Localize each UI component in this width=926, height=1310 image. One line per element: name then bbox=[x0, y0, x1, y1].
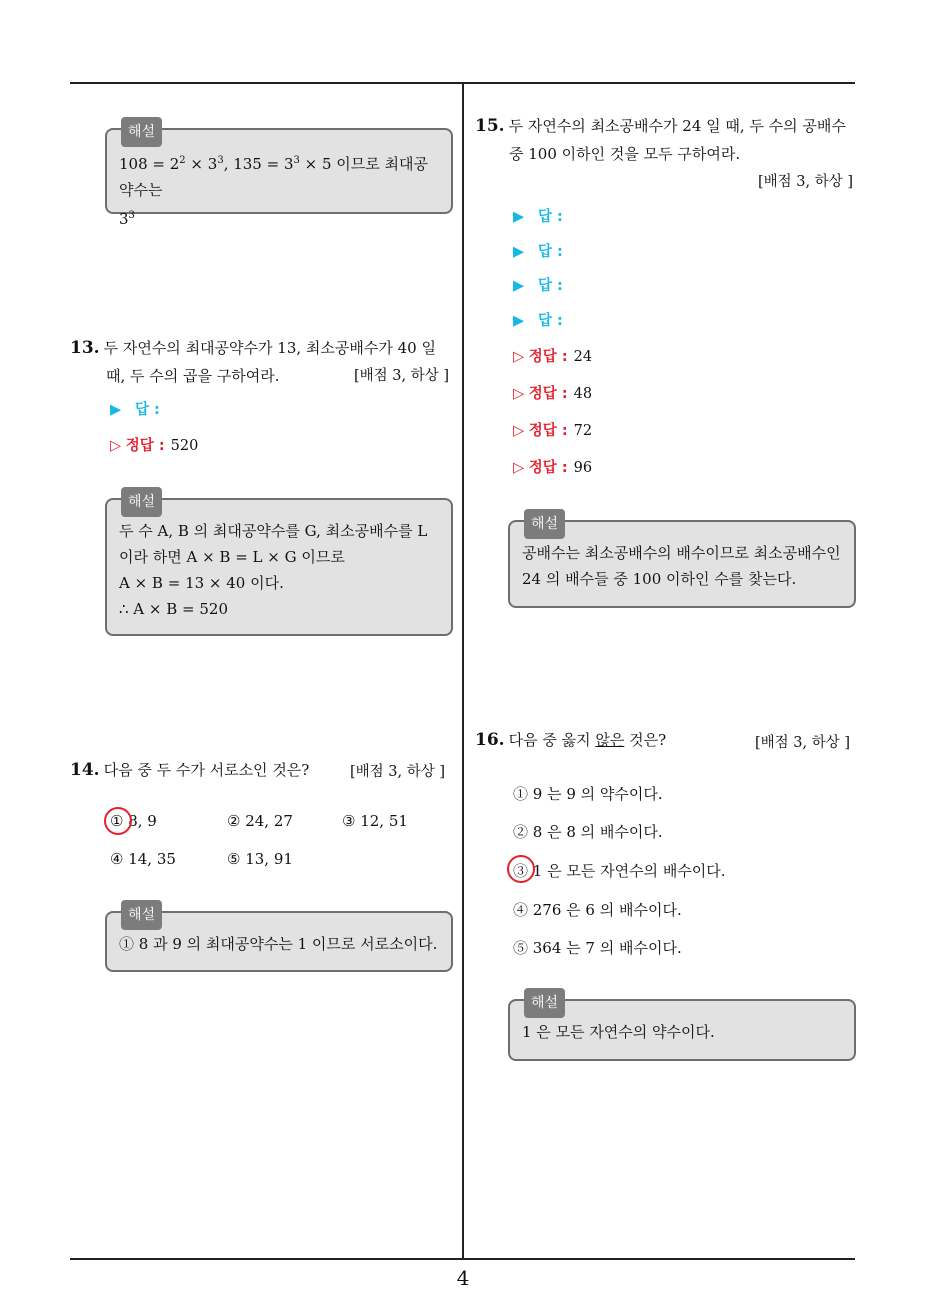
explanation-tag: 해설 bbox=[121, 487, 162, 517]
question-number: 16. bbox=[475, 730, 505, 750]
play-icon: ▶ bbox=[513, 244, 525, 260]
answer-label: 답 : bbox=[537, 278, 563, 294]
question-text: 다음 중 두 수가 서로소인 것은? bbox=[103, 761, 310, 779]
answer-label: 답 : bbox=[537, 313, 563, 329]
answer-line bbox=[513, 205, 563, 226]
question-text: 다음 중 옳지 bbox=[508, 731, 596, 749]
triangle-icon: ▷ bbox=[513, 423, 525, 439]
points-label: [배점 3, 하상 ] bbox=[350, 764, 446, 780]
question-text: 두 자연수의 최대공약수가 13, 최소공배수가 40 일 bbox=[103, 339, 436, 357]
explanation-line: 1 은 모든 자연수의 약수이다. bbox=[522, 1023, 715, 1041]
triangle-icon: ▷ bbox=[110, 438, 122, 454]
correct-answer-line bbox=[513, 345, 592, 366]
option-4[interactable]: ④ 276 은 6 의 배수이다. bbox=[513, 901, 682, 919]
points-label: [배점 3, 하상 ] bbox=[354, 368, 450, 384]
explanation-line: ∴ A × B = 520 bbox=[119, 600, 229, 618]
correct-value: 72 bbox=[573, 423, 593, 439]
play-icon: ▶ bbox=[513, 278, 525, 294]
option-2[interactable]: ② 24, 27 bbox=[227, 812, 293, 830]
points-label: [배점 3, 하상 ] bbox=[755, 735, 851, 751]
option-3[interactable]: ③ 12, 51 bbox=[342, 812, 408, 830]
option-5[interactable]: ⑤ 13, 91 bbox=[227, 850, 293, 868]
answer-label: 답 : bbox=[134, 402, 160, 418]
question-text: 때, 두 수의 곱을 구하여라. bbox=[106, 367, 280, 385]
answer-line bbox=[513, 240, 563, 261]
correct-label: 정답 : bbox=[528, 460, 568, 476]
question-text: 중 100 이하인 것을 모두 구하여라. bbox=[509, 145, 741, 163]
explanation-line: $108 = 2^2 \times 3^3$, $135 = 3^3 \times 5$ 이므로 최대공약수는 bbox=[119, 155, 429, 199]
explanation-box-13 bbox=[105, 494, 453, 636]
explanation-tag: 해설 bbox=[524, 988, 565, 1018]
option-1[interactable]: ① 8, 9 bbox=[110, 812, 157, 830]
question-14 bbox=[70, 756, 309, 784]
explanation-tag: 해설 bbox=[121, 117, 162, 147]
answer-line bbox=[513, 274, 563, 295]
question-text-underlined: 않은 bbox=[595, 731, 625, 749]
question-text: 것은? bbox=[624, 731, 667, 749]
option-1[interactable]: ① 9 는 9 의 약수이다. bbox=[513, 785, 663, 803]
triangle-icon: ▷ bbox=[513, 386, 525, 402]
selected-mark-icon bbox=[507, 855, 535, 883]
option-4[interactable]: ④ 14, 35 bbox=[110, 850, 176, 868]
correct-value: 24 bbox=[573, 349, 593, 365]
explanation-line: $3^3$ bbox=[119, 210, 135, 228]
correct-value: 520 bbox=[170, 438, 199, 454]
question-16 bbox=[475, 726, 666, 754]
explanation-box-14 bbox=[105, 907, 453, 972]
bottom-rule bbox=[70, 1258, 855, 1260]
triangle-icon: ▷ bbox=[513, 460, 525, 476]
explanation-line: A × B = 13 × 40 이다. bbox=[119, 574, 284, 592]
answer-line bbox=[513, 309, 563, 330]
correct-label: 정답 : bbox=[528, 349, 568, 365]
play-icon: ▶ bbox=[513, 313, 525, 329]
explanation-line: 공배수는 최소공배수의 배수이므로 최소공배수인 bbox=[522, 544, 841, 562]
page-number: 4 bbox=[456, 1266, 470, 1290]
correct-label: 정답 : bbox=[125, 438, 165, 454]
points-label: [배점 3, 하상 ] bbox=[758, 174, 854, 190]
question-number: 14. bbox=[70, 760, 100, 780]
correct-label: 정답 : bbox=[528, 386, 568, 402]
play-icon: ▶ bbox=[110, 402, 122, 418]
correct-answer-line bbox=[513, 419, 592, 440]
answer-label: 답 : bbox=[537, 244, 563, 260]
correct-answer-line bbox=[513, 456, 592, 477]
correct-answer-line bbox=[110, 434, 198, 455]
question-text: 두 자연수의 최소공배수가 24 일 때, 두 수의 공배수 bbox=[508, 117, 846, 135]
answer-label: 답 : bbox=[537, 209, 563, 225]
explanation-box-16 bbox=[508, 995, 856, 1061]
correct-value: 96 bbox=[573, 460, 593, 476]
answer-line bbox=[110, 398, 160, 419]
play-icon: ▶ bbox=[513, 209, 525, 225]
explanation-box-15 bbox=[508, 516, 856, 608]
explanation-line: 24 의 배수들 중 100 이하인 수를 찾는다. bbox=[522, 570, 797, 588]
option-5[interactable]: ⑤ 364 는 7 의 배수이다. bbox=[513, 939, 682, 957]
explanation-line: ① 8 과 9 의 최대공약수는 1 이므로 서로소이다. bbox=[119, 935, 438, 953]
question-15 bbox=[475, 112, 860, 168]
correct-value: 48 bbox=[573, 386, 593, 402]
explanation-box-12 bbox=[105, 124, 453, 228]
selected-mark-icon bbox=[104, 807, 132, 835]
correct-label: 정답 : bbox=[528, 423, 568, 439]
explanation-tag: 해설 bbox=[121, 900, 162, 930]
explanation-tag: 해설 bbox=[524, 509, 565, 539]
option-2[interactable]: ② 8 은 8 의 배수이다. bbox=[513, 823, 663, 841]
question-number: 15. bbox=[475, 116, 505, 136]
question-number: 13. bbox=[70, 338, 100, 358]
explanation-line: 이라 하면 A × B = L × G 이므로 bbox=[119, 548, 345, 566]
correct-answer-line bbox=[513, 382, 592, 403]
column-divider bbox=[462, 82, 464, 1260]
explanation-line: 두 수 A, B 의 최대공약수를 G, 최소공배수를 L bbox=[119, 522, 428, 540]
triangle-icon: ▷ bbox=[513, 349, 525, 365]
option-3[interactable]: ③ 1 은 모든 자연수의 배수이다. bbox=[513, 862, 726, 880]
